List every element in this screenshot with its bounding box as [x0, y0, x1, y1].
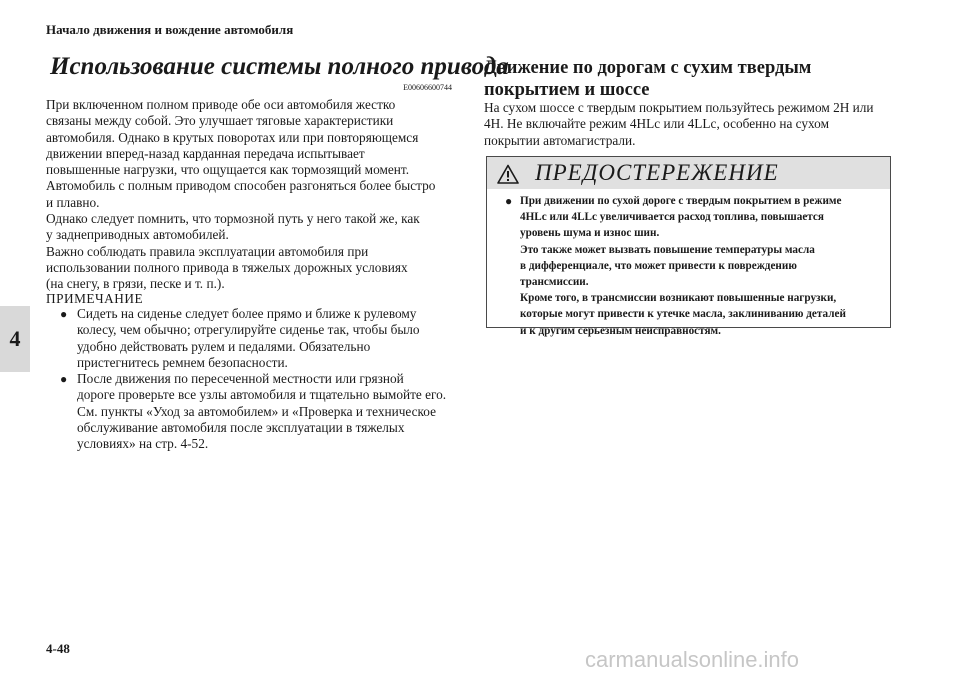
paragraph-1: При включенном полном приводе обе оси автомобиля жестко связаны между собой. Это улучшает тяговые характеристики автомобиля. Однако в крутых поворотах или при повторяющемся движении вперед-назад карданная передача испытывает повышенные нагрузки, что ощущается как тормозящий момент. Автомобиль с полным приводом способен разгоняться более быстро и плавно. [46, 97, 436, 210]
paragraph-2: Однако следует помнить, что тормозной путь у него такой же, как у заднеприводных автомобилей. [46, 211, 420, 243]
list-item: ● Сидеть на сиденье следует более прямо и ближе к рулевому колесу, чем обычно; отрегулируйте сиденье так, чтобы было удобно действовать рулем и педалями. Обязательно пристегнитесь ремнем безопасности. [60, 306, 420, 370]
subsection-title: Движение по дорогам с сухим твердым покрытием и шоссе [484, 58, 812, 100]
watermark: carmanualsonline.info [585, 647, 800, 672]
paragraph-3: Важно соблюдать правила эксплуатации автомобиля при использовании полного привода в тяжелых дорожных условиях (на снегу, в грязи, песке и т. п.). [46, 243, 408, 292]
section-title: Использование системы полного привода [50, 53, 509, 80]
bullet-icon: ● [505, 194, 513, 208]
intro-text [46, 97, 456, 293]
document-code: E00606600744 [403, 83, 452, 92]
warning-title: ПРЕДОСТЕРЕЖЕНИЕ [535, 160, 779, 185]
warning-box [486, 156, 891, 337]
running-header: Начало движения и вождение автомобиля [46, 22, 294, 37]
note-list [46, 306, 461, 453]
warning-header [487, 157, 890, 189]
bullet-icon: ● [60, 372, 68, 387]
subsection-text: На сухом шоссе с твердым покрытием пользуйтесь режимом 2H или 4H. Не включайте режим 4HLc или 4LLc, особенно на сухом покрытии автомагистрали. [484, 100, 874, 148]
note-heading: ПРИМЕЧАНИЕ [46, 291, 144, 306]
page-number: 4-48 [46, 641, 70, 656]
warning-text: ● При движении по сухой дороге с твердым покрытием в режиме 4HLc или 4LLc увеличивается расход топлива, повышается уровень шума и износ шин. Это также может вызвать повышение температуры масла в дифференциале, что может привести к повреждению трансмиссии. Кроме того, в трансмиссии возникают повышенные нагрузки, которые могут привести к утечке масла, заклиниванию деталей и к другим серьезным неисправностям. [505, 194, 846, 337]
warning-triangle-icon [497, 164, 519, 184]
list-item: ● После движения по пересеченной местности или грязной дороге проверьте все узлы автомобиля и тщательно вымойте его. См. пункты «Уход за автомобилем» и «Проверка и техническое обслуживание автомобиля после эксплуатации в тяжелых условиях» на стр. 4-52. [60, 371, 447, 452]
chapter-number: 4 [9, 326, 21, 351]
bullet-icon: ● [60, 307, 68, 321]
chapter-tab [0, 306, 30, 372]
